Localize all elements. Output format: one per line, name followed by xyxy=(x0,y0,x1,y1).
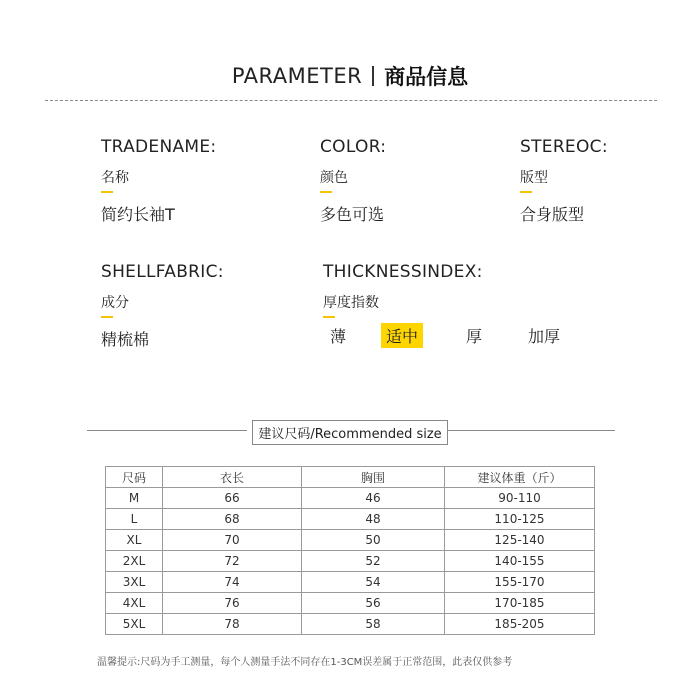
table-cell: 56 xyxy=(302,593,445,614)
param-sublabel: 颜色 xyxy=(320,167,348,190)
param-sublabel: 版型 xyxy=(520,167,548,190)
recommended-size-title: 建议尺码/Recommended size xyxy=(252,420,447,445)
table-cell: 170-185 xyxy=(445,593,595,614)
table-cell: 70 xyxy=(163,530,302,551)
param-sublabel: 名称 xyxy=(101,167,129,190)
table-cell: 155-170 xyxy=(445,572,595,593)
thickness-option-thick: 厚 xyxy=(466,327,483,346)
heading-line-right xyxy=(448,430,615,431)
table-cell: 90-110 xyxy=(445,488,595,509)
table-cell: 52 xyxy=(302,551,445,572)
table-row xyxy=(106,509,595,530)
table-cell: 66 xyxy=(163,488,302,509)
page-header xyxy=(0,58,700,94)
heading-line-left xyxy=(87,430,247,431)
param-value: 精梳棉 xyxy=(101,330,150,349)
table-cell: L xyxy=(106,509,163,530)
table-row xyxy=(106,551,595,572)
header-title-cn: 商品信息 xyxy=(384,65,469,89)
table-cell: 58 xyxy=(302,614,445,635)
table-cell: 110-125 xyxy=(445,509,595,530)
param-sublabel: 成分 xyxy=(101,292,129,315)
table-cell: 50 xyxy=(302,530,445,551)
thickness-option-extra-thick: 加厚 xyxy=(528,327,561,346)
table-cell: 46 xyxy=(302,488,445,509)
table-row xyxy=(106,593,595,614)
param-label: TRADENAME: xyxy=(101,137,217,157)
table-cell: 3XL xyxy=(106,572,163,593)
dashed-divider xyxy=(45,100,657,101)
param-stereoc xyxy=(520,137,608,225)
table-cell: XL xyxy=(106,530,163,551)
param-label: COLOR: xyxy=(320,137,387,157)
measurement-note: 温馨提示:尺码为手工测量，每个人测量手法不同存在1-3CM误差属于正常范围，此表仅供参考 xyxy=(97,657,513,668)
column-header: 胸围 xyxy=(302,467,445,488)
recommended-size-heading xyxy=(0,420,700,444)
table-cell: M xyxy=(106,488,163,509)
table-row xyxy=(106,572,595,593)
table-cell: 5XL xyxy=(106,614,163,635)
thickness-option-medium-selected: 适中 xyxy=(381,323,423,348)
size-table xyxy=(105,466,595,635)
column-header: 尺码 xyxy=(106,467,163,488)
header-divider xyxy=(372,66,374,86)
column-header: 建议体重（斤） xyxy=(445,467,595,488)
param-value: 多色可选 xyxy=(320,205,385,224)
table-cell: 4XL xyxy=(106,593,163,614)
table-header-row xyxy=(106,467,595,488)
table-cell: 48 xyxy=(302,509,445,530)
table-cell: 78 xyxy=(163,614,302,635)
param-label: THICKNESSINDEX: xyxy=(323,262,483,282)
thickness-options xyxy=(325,323,565,348)
table-row xyxy=(106,614,595,635)
table-cell: 54 xyxy=(302,572,445,593)
table-row xyxy=(106,530,595,551)
param-shellfabric xyxy=(101,262,224,350)
table-cell: 68 xyxy=(163,509,302,530)
param-label: SHELLFABRIC: xyxy=(101,262,224,282)
table-cell: 72 xyxy=(163,551,302,572)
column-header: 衣长 xyxy=(163,467,302,488)
table-row xyxy=(106,488,595,509)
table-cell: 2XL xyxy=(106,551,163,572)
header-title-en: PARAMETER xyxy=(231,64,363,88)
table-cell: 185-205 xyxy=(445,614,595,635)
thickness-option-thin: 薄 xyxy=(330,327,347,346)
table-cell: 140-155 xyxy=(445,551,595,572)
param-label: STEREOC: xyxy=(520,137,608,157)
param-value: 简约长袖T xyxy=(101,205,175,224)
table-cell: 76 xyxy=(163,593,302,614)
param-thickness xyxy=(323,262,483,315)
param-tradename xyxy=(101,137,216,225)
table-cell: 74 xyxy=(163,572,302,593)
table-cell: 125-140 xyxy=(445,530,595,551)
param-sublabel: 厚度指数 xyxy=(323,292,379,315)
param-value: 合身版型 xyxy=(520,205,585,224)
param-color xyxy=(320,137,386,225)
